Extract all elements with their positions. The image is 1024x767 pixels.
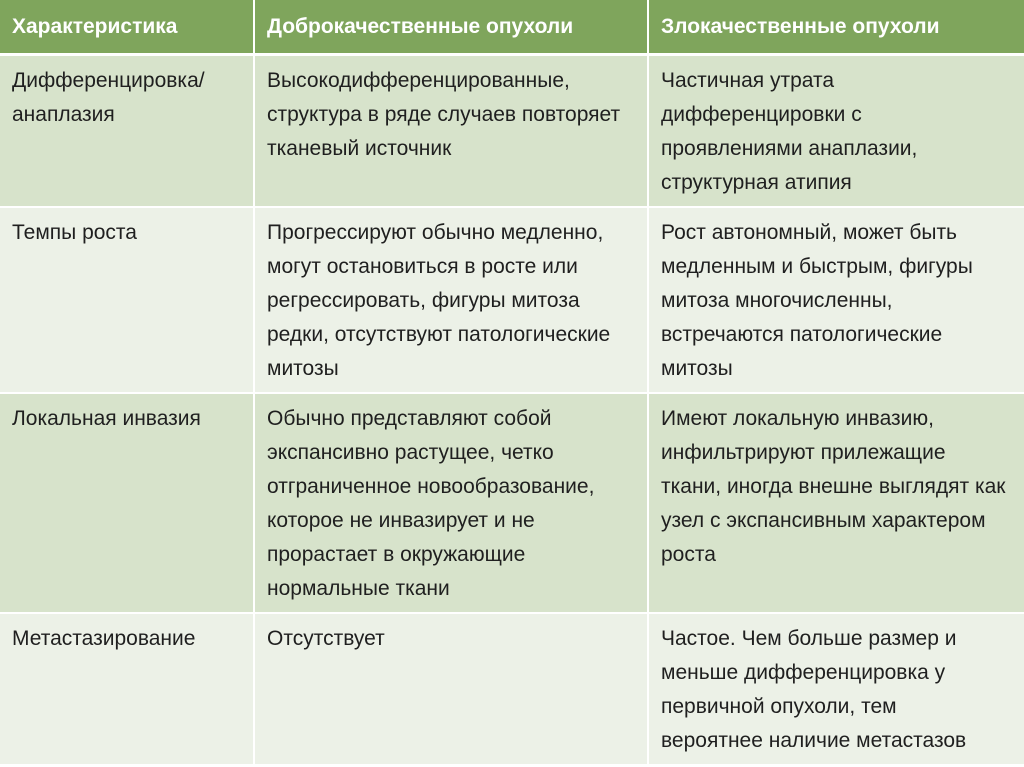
cell-malignant: Имеют локальную инвазию, инфильтрируют прилежащие ткани, иногда внешне выглядят как узел с экспансивным характером роста — [648, 393, 1024, 613]
cell-characteristic: Метастазирование — [0, 613, 254, 765]
cell-benign: Обычно представляют собой экспансивно растущее, четко отграниченное новообразование, которое не инвазирует и не прорастает в окружающие нормальные ткани — [254, 393, 648, 613]
cell-benign: Прогрессируют обычно медленно, могут остановиться в росте или регрессировать, фигуры митоза редки, отсутствуют патологические митозы — [254, 207, 648, 393]
cell-malignant: Частое. Чем больше размер и меньше дифференцировка у первичной опухоли, тем вероятнее наличие метастазов — [648, 613, 1024, 765]
cell-benign: Отсутствует — [254, 613, 648, 765]
cell-characteristic: Локальная инвазия — [0, 393, 254, 613]
header-characteristic: Характеристика — [0, 0, 254, 55]
header-benign: Доброкачественные опухоли — [254, 0, 648, 55]
cell-characteristic: Темпы роста — [0, 207, 254, 393]
header-malignant: Злокачественные опухоли — [648, 0, 1024, 55]
cell-malignant: Рост автономный, может быть медленным и быстрым, фигуры митоза многочисленны, встречаются патологические митозы — [648, 207, 1024, 393]
table-row-local-invasion — [0, 393, 1024, 613]
cell-benign: Высокодифференцированные, структура в ряде случаев повторяет тканевый источник — [254, 55, 648, 208]
table-row-metastasis — [0, 613, 1024, 765]
cell-malignant: Частичная утрата дифференцировки с проявлениями анаплазии, структурная атипия — [648, 55, 1024, 208]
table-row-differentiation — [0, 55, 1024, 208]
header-row — [0, 0, 1024, 55]
table-row-growth-rate — [0, 207, 1024, 393]
cell-characteristic: Дифференцировка/ анаплазия — [0, 55, 254, 208]
